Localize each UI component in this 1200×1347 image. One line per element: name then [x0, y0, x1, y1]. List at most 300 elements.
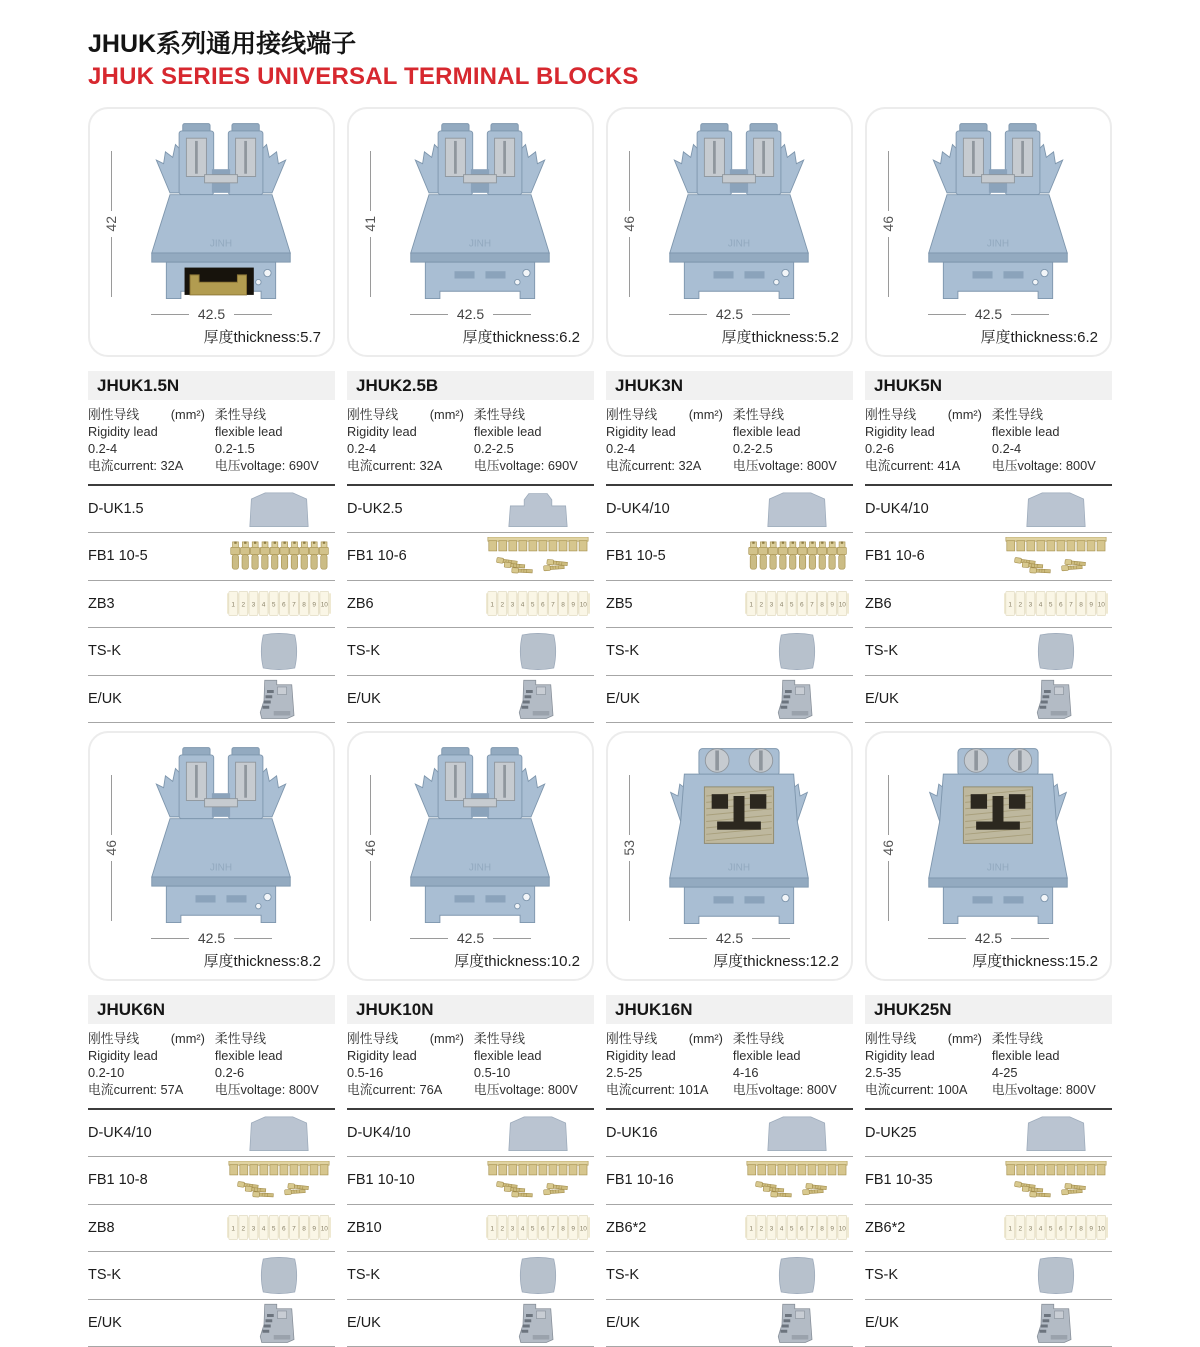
rigid-lead-label-en: Rigidity lead — [606, 1048, 731, 1065]
rigid-lead-label-en: Rigidity lead — [347, 1048, 472, 1065]
current-line — [88, 1082, 213, 1099]
width-dimension — [867, 306, 1110, 322]
svg-text:6: 6 — [541, 602, 545, 609]
svg-text:9: 9 — [1089, 1226, 1093, 1233]
rigid-lead-label-zh: 刚性导线 — [88, 407, 139, 424]
voltage-value: 800V — [1066, 458, 1096, 473]
dimension-line — [888, 775, 889, 835]
flexible-lead-range: 0.2-2.5 — [733, 441, 853, 458]
svg-text:6: 6 — [282, 602, 286, 609]
accessory-label: TS-K — [865, 643, 898, 659]
dimension-line — [234, 314, 272, 315]
svg-text:5: 5 — [790, 1226, 794, 1233]
width-value: 42.5 — [198, 306, 225, 322]
flexible-lead-label-zh: 柔性导线 — [733, 1031, 853, 1048]
svg-text:2: 2 — [760, 1226, 764, 1233]
spec-block — [347, 1024, 594, 1108]
dimension-line — [888, 861, 889, 921]
flexible-lead-spec — [472, 407, 594, 475]
dimension-line — [370, 237, 371, 297]
end-bracket-icon — [741, 678, 853, 720]
svg-text:10: 10 — [839, 602, 847, 609]
product-card — [865, 107, 1112, 723]
page-title-english: JHUK SERIES UNIVERSAL TERMINAL BLOCKS — [88, 63, 1112, 91]
svg-text:4: 4 — [780, 602, 784, 609]
svg-text:6: 6 — [800, 602, 804, 609]
current-line — [88, 458, 213, 475]
accessory-label: TS-K — [865, 1267, 898, 1283]
accessory-row — [606, 628, 853, 676]
svg-text:JINH: JINH — [987, 863, 1009, 874]
current-value: 32A — [161, 458, 184, 473]
product-name: JHUK25N — [865, 995, 1112, 1024]
accessory-table — [347, 1108, 594, 1347]
accessory-label: TS-K — [347, 1267, 380, 1283]
accessory-label: E/UK — [88, 691, 122, 707]
svg-text:2: 2 — [242, 602, 246, 609]
svg-text:5: 5 — [1049, 602, 1053, 609]
terminal-block-photo — [657, 117, 821, 312]
rigid-lead-label-en: Rigidity lead — [88, 424, 213, 441]
current-line — [606, 1082, 731, 1099]
wire-unit: (mm²) — [430, 407, 464, 424]
current-label: 电流current: — [606, 1082, 675, 1097]
spec-block — [865, 400, 1112, 484]
accessory-label: D-UK1.5 — [88, 501, 144, 517]
accessory-label: D-UK2.5 — [347, 501, 403, 517]
svg-text:1: 1 — [490, 1226, 494, 1233]
page-header — [88, 24, 1112, 91]
voltage-label: 电压voltage: — [215, 1082, 285, 1097]
accessory-row — [88, 1205, 335, 1253]
width-dimension — [349, 306, 592, 322]
accessory-row — [88, 1157, 335, 1205]
wire-unit: (mm²) — [948, 1031, 982, 1048]
accessory-row — [347, 628, 594, 676]
width-dimension — [867, 930, 1110, 946]
flexible-lead-label-zh: 柔性导线 — [992, 407, 1112, 424]
svg-text:9: 9 — [571, 1226, 575, 1233]
accessory-label: ZB10 — [347, 1220, 382, 1236]
accessory-label: FB1 10-5 — [606, 548, 666, 564]
svg-text:JINH: JINH — [469, 239, 491, 250]
terminal-block-photo — [139, 741, 303, 936]
accessory-row — [865, 628, 1112, 676]
rigid-lead-label-en: Rigidity lead — [347, 424, 472, 441]
current-label: 电流current: — [865, 1082, 934, 1097]
svg-text:9: 9 — [571, 602, 575, 609]
marker-strip-icon — [223, 591, 335, 616]
flexible-lead-label-en: flexible lead — [215, 1048, 335, 1065]
accessory-table — [865, 484, 1112, 724]
dimension-line — [493, 314, 531, 315]
jumper-screws-icon — [223, 1161, 335, 1200]
partition-plate-icon — [1000, 1255, 1112, 1296]
height-dimension — [103, 151, 119, 297]
rigid-lead-label-zh: 刚性导线 — [347, 1031, 398, 1048]
dimension-line — [493, 938, 531, 939]
height-dimension — [362, 151, 378, 297]
accessory-label: FB1 10-8 — [88, 1172, 148, 1188]
partition-plate-icon — [482, 631, 594, 672]
rigid-lead-label-zh: 刚性导线 — [865, 1031, 916, 1048]
svg-text:5: 5 — [790, 602, 794, 609]
voltage-line — [733, 1082, 853, 1099]
accessory-row — [347, 486, 594, 534]
thickness-label: 厚度thickness: — [980, 329, 1077, 346]
thickness-value: 6.2 — [559, 329, 580, 346]
svg-text:2: 2 — [760, 602, 764, 609]
current-label: 电流current: — [347, 1082, 416, 1097]
jumper-screws-icon — [1000, 537, 1112, 576]
thickness-value: 8.2 — [300, 953, 321, 970]
accessory-label: ZB8 — [88, 1220, 115, 1236]
spec-block — [606, 1024, 853, 1108]
voltage-label: 电压voltage: — [992, 1082, 1062, 1097]
dimension-line — [151, 938, 189, 939]
accessory-table — [606, 484, 853, 724]
width-dimension — [608, 306, 851, 322]
dimension-line — [888, 151, 889, 211]
rigid-lead-label-zh: 刚性导线 — [88, 1031, 139, 1048]
rigid-lead-label-en: Rigidity lead — [865, 1048, 990, 1065]
flexible-lead-spec — [731, 1031, 853, 1099]
height-dimension — [621, 151, 637, 297]
terminal-block-photo — [916, 741, 1080, 938]
voltage-value: 800V — [807, 458, 837, 473]
dimension-line — [410, 314, 448, 315]
thickness-label: 厚度thickness: — [972, 953, 1069, 970]
svg-text:8: 8 — [820, 602, 824, 609]
accessory-label: ZB6 — [865, 596, 892, 612]
rigid-lead-label-en: Rigidity lead — [88, 1048, 213, 1065]
dimension-line — [629, 775, 630, 835]
svg-text:4: 4 — [1039, 1226, 1043, 1233]
terminal-block-photo — [657, 741, 821, 938]
product-name: JHUK10N — [347, 995, 594, 1024]
accessory-table — [347, 484, 594, 724]
svg-text:6: 6 — [1059, 1226, 1063, 1233]
svg-text:4: 4 — [1039, 602, 1043, 609]
product-card — [88, 731, 335, 1347]
dimension-line — [1011, 938, 1049, 939]
svg-text:2: 2 — [1019, 602, 1023, 609]
accessory-label: D-UK16 — [606, 1125, 658, 1141]
current-label: 电流current: — [606, 458, 675, 473]
height-dimension — [362, 775, 378, 921]
svg-text:7: 7 — [292, 1226, 296, 1233]
end-bracket-icon — [223, 1302, 335, 1344]
dimension-line — [111, 861, 112, 921]
svg-text:1: 1 — [490, 602, 494, 609]
dimension-line — [1011, 314, 1049, 315]
svg-text:JINH: JINH — [728, 239, 750, 250]
flexible-lead-label-zh: 柔性导线 — [992, 1031, 1112, 1048]
svg-text:JINH: JINH — [210, 863, 232, 874]
spec-block — [88, 1024, 335, 1108]
rigid-lead-label-zh: 刚性导线 — [865, 407, 916, 424]
dimension-line — [410, 938, 448, 939]
current-value: 32A — [679, 458, 702, 473]
accessory-label: E/UK — [88, 1315, 122, 1331]
voltage-line — [215, 458, 335, 475]
terminal-block-photo — [139, 117, 303, 312]
height-value: 42 — [103, 211, 119, 237]
partition-plate-icon — [741, 1255, 853, 1296]
rigid-lead-spec — [88, 1031, 213, 1099]
svg-text:4: 4 — [521, 602, 525, 609]
svg-text:4: 4 — [262, 602, 266, 609]
dimension-line — [752, 314, 790, 315]
svg-text:4: 4 — [262, 1226, 266, 1233]
width-value: 42.5 — [716, 306, 743, 322]
current-value: 101A — [679, 1082, 709, 1097]
svg-text:3: 3 — [252, 1226, 256, 1233]
jumper-screws-icon — [482, 1161, 594, 1200]
height-value: 46 — [880, 835, 896, 861]
marker-strip-icon — [1000, 591, 1112, 616]
partition-plate-icon — [482, 1255, 594, 1296]
flexible-lead-range: 0.2-6 — [215, 1065, 335, 1082]
accessory-label: ZB5 — [606, 596, 633, 612]
svg-text:7: 7 — [551, 602, 555, 609]
thickness-note — [462, 326, 580, 347]
width-dimension — [608, 930, 851, 946]
marker-strip-icon — [482, 591, 594, 616]
voltage-value: 690V — [548, 458, 578, 473]
flexible-lead-range: 0.2-1.5 — [215, 441, 335, 458]
accessory-row — [88, 1300, 335, 1347]
end-bracket-icon — [741, 1302, 853, 1344]
svg-text:1: 1 — [749, 602, 753, 609]
voltage-value: 690V — [289, 458, 319, 473]
width-value: 42.5 — [716, 930, 743, 946]
thickness-label: 厚度thickness: — [713, 953, 810, 970]
accessory-label: E/UK — [606, 691, 640, 707]
current-value: 32A — [420, 458, 443, 473]
spec-block — [88, 400, 335, 484]
svg-text:2: 2 — [501, 602, 505, 609]
height-value: 41 — [362, 211, 378, 237]
end-bracket-icon — [1000, 678, 1112, 720]
svg-text:8: 8 — [561, 1226, 565, 1233]
dimension-line — [111, 775, 112, 835]
jumper-screws-icon — [1000, 1161, 1112, 1200]
flexible-lead-spec — [213, 407, 335, 475]
voltage-label: 电压voltage: — [992, 458, 1062, 473]
accessory-row — [606, 581, 853, 629]
thickness-note — [203, 950, 321, 971]
product-photo-card — [88, 731, 335, 981]
accessory-label: ZB6*2 — [606, 1220, 646, 1236]
accessory-table — [865, 1108, 1112, 1347]
rigid-lead-label-en: Rigidity lead — [865, 424, 990, 441]
rigid-lead-spec — [606, 1031, 731, 1099]
jumper-screws-icon — [741, 1161, 853, 1200]
thickness-value: 5.2 — [818, 329, 839, 346]
accessory-label: TS-K — [606, 643, 639, 659]
accessory-row — [347, 1110, 594, 1158]
accessory-row — [347, 533, 594, 581]
voltage-label: 电压voltage: — [733, 1082, 803, 1097]
accessory-row — [606, 1110, 853, 1158]
svg-text:10: 10 — [580, 1226, 588, 1233]
spec-block — [606, 400, 853, 484]
svg-text:5: 5 — [272, 1226, 276, 1233]
rigid-lead-range: 0.2-4 — [606, 441, 731, 458]
accessory-row — [88, 486, 335, 534]
accessory-row — [347, 1300, 594, 1347]
rigid-lead-label-zh: 刚性导线 — [606, 1031, 657, 1048]
voltage-label: 电压voltage: — [474, 458, 544, 473]
marker-strip-icon — [482, 1215, 594, 1240]
svg-text:6: 6 — [282, 1226, 286, 1233]
thickness-value: 15.2 — [1069, 953, 1098, 970]
accessory-table — [88, 1108, 335, 1347]
end-bracket-icon — [223, 678, 335, 720]
rigid-lead-label-en: Rigidity lead — [606, 424, 731, 441]
thickness-label: 厚度thickness: — [454, 953, 551, 970]
thickness-value: 5.7 — [300, 329, 321, 346]
width-value: 42.5 — [457, 306, 484, 322]
accessory-row — [88, 676, 335, 724]
svg-text:2: 2 — [501, 1226, 505, 1233]
dimension-line — [629, 151, 630, 211]
rigid-lead-range: 2.5-25 — [606, 1065, 731, 1082]
dimension-line — [752, 938, 790, 939]
accessory-label: FB1 10-6 — [347, 548, 407, 564]
svg-text:8: 8 — [302, 1226, 306, 1233]
flexible-lead-label-en: flexible lead — [474, 1048, 594, 1065]
dimension-line — [111, 237, 112, 297]
accessory-label: E/UK — [347, 691, 381, 707]
product-card — [865, 731, 1112, 1347]
current-label: 电流current: — [347, 458, 416, 473]
end-plate-icon — [741, 1115, 853, 1151]
voltage-value: 800V — [1066, 1082, 1096, 1097]
flexible-lead-range: 0.2-2.5 — [474, 441, 594, 458]
width-value: 42.5 — [975, 306, 1002, 322]
voltage-line — [474, 458, 594, 475]
dimension-line — [669, 314, 707, 315]
current-value: 41A — [938, 458, 961, 473]
accessory-row — [347, 1157, 594, 1205]
accessory-row — [865, 1110, 1112, 1158]
accessory-row — [88, 533, 335, 581]
product-photo-card — [347, 107, 594, 357]
current-label: 电流current: — [865, 458, 934, 473]
accessory-label: D-UK4/10 — [88, 1125, 152, 1141]
svg-text:9: 9 — [830, 1226, 834, 1233]
dimension-line — [888, 237, 889, 297]
svg-text:4: 4 — [521, 1226, 525, 1233]
width-dimension — [90, 306, 333, 322]
accessory-label: FB1 10-10 — [347, 1172, 415, 1188]
accessory-row — [865, 1300, 1112, 1347]
accessory-row — [865, 533, 1112, 581]
accessory-row — [88, 628, 335, 676]
accessory-label: D-UK25 — [865, 1125, 917, 1141]
accessory-label: TS-K — [88, 1267, 121, 1283]
height-value: 46 — [362, 835, 378, 861]
voltage-label: 电压voltage: — [733, 458, 803, 473]
svg-text:9: 9 — [1089, 602, 1093, 609]
partition-plate-icon — [1000, 631, 1112, 672]
wire-unit: (mm²) — [430, 1031, 464, 1048]
thickness-note — [203, 326, 321, 347]
svg-text:9: 9 — [830, 602, 834, 609]
accessory-row — [606, 533, 853, 581]
wire-unit: (mm²) — [689, 407, 723, 424]
accessory-row — [88, 1110, 335, 1158]
dimension-line — [669, 938, 707, 939]
dimension-line — [928, 938, 966, 939]
thickness-label: 厚度thickness: — [462, 329, 559, 346]
svg-text:3: 3 — [770, 602, 774, 609]
rigid-lead-label-zh: 刚性导线 — [606, 407, 657, 424]
terminal-block-photo — [916, 117, 1080, 312]
spec-block — [865, 1024, 1112, 1108]
svg-text:6: 6 — [800, 1226, 804, 1233]
current-value: 100A — [938, 1082, 968, 1097]
flexible-lead-spec — [213, 1031, 335, 1099]
product-name: JHUK5N — [865, 371, 1112, 400]
flexible-lead-label-en: flexible lead — [474, 424, 594, 441]
product-photo-card — [606, 107, 853, 357]
accessory-row — [347, 1252, 594, 1300]
spec-block — [347, 400, 594, 484]
dimension-line — [928, 314, 966, 315]
height-dimension — [880, 775, 896, 921]
marker-strip-icon — [741, 591, 853, 616]
current-value: 57A — [161, 1082, 184, 1097]
svg-text:7: 7 — [1069, 602, 1073, 609]
svg-text:1: 1 — [231, 1226, 235, 1233]
product-card — [347, 107, 594, 723]
rigid-lead-spec — [347, 1031, 472, 1099]
svg-text:10: 10 — [839, 1226, 847, 1233]
accessory-row — [88, 581, 335, 629]
wire-unit: (mm²) — [689, 1031, 723, 1048]
svg-text:2: 2 — [242, 1226, 246, 1233]
dimension-line — [111, 151, 112, 211]
accessory-row — [606, 676, 853, 724]
terminal-block-photo — [398, 117, 562, 312]
flexible-lead-label-en: flexible lead — [733, 424, 853, 441]
current-line — [865, 1082, 990, 1099]
thickness-label: 厚度thickness: — [721, 329, 818, 346]
svg-text:5: 5 — [531, 602, 535, 609]
dimension-line — [151, 314, 189, 315]
flexible-lead-spec — [731, 407, 853, 475]
end-plate-icon — [223, 491, 335, 527]
accessory-label: ZB6*2 — [865, 1220, 905, 1236]
rigid-lead-label-zh: 刚性导线 — [347, 407, 398, 424]
flexible-lead-spec — [990, 1031, 1112, 1099]
product-name: JHUK1.5N — [88, 371, 335, 400]
accessory-label: D-UK4/10 — [865, 501, 929, 517]
accessory-label: ZB3 — [88, 596, 115, 612]
product-name: JHUK6N — [88, 995, 335, 1024]
svg-text:3: 3 — [511, 1226, 515, 1233]
svg-text:8: 8 — [820, 1226, 824, 1233]
current-line — [606, 458, 731, 475]
thickness-value: 10.2 — [551, 953, 580, 970]
accessory-label: ZB6 — [347, 596, 374, 612]
wire-unit: (mm²) — [171, 407, 205, 424]
partition-plate-icon — [223, 1255, 335, 1296]
accessory-row — [606, 486, 853, 534]
